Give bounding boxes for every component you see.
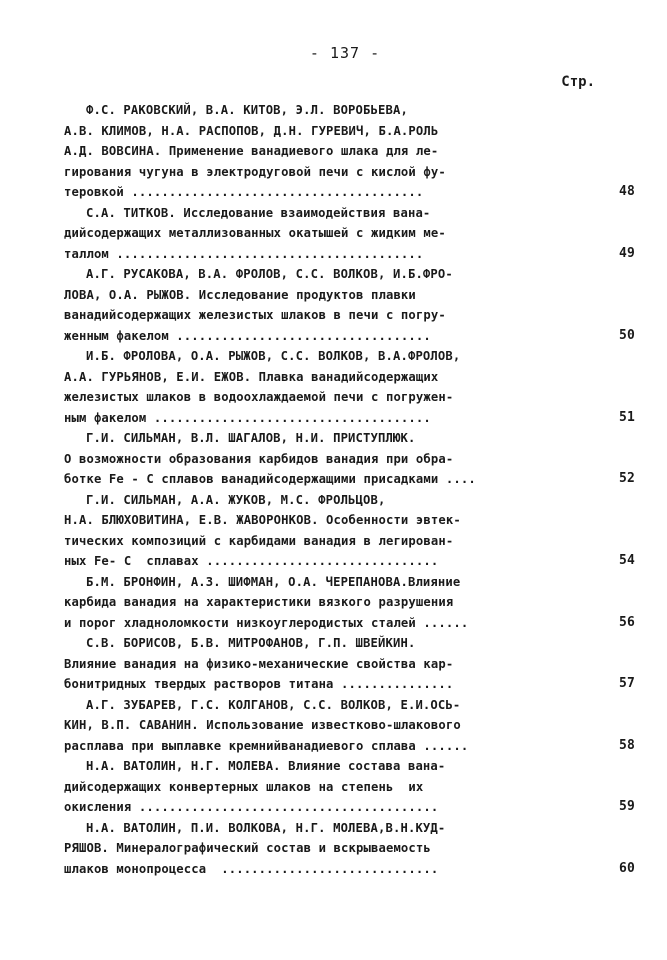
toc-entry-line	[64, 674, 635, 695]
toc-entry-page-number: 54	[619, 553, 635, 568]
toc-entry-text: ванадийсодержащих железистых шлаков в печи с погру-	[64, 308, 446, 322]
toc-entry-text: А.Г. ЗУБАРЕВ, Г.С. КОЛГАНОВ, С.С. ВОЛКОВ, Е.И.ОСЬ-	[86, 697, 461, 712]
toc-entry-line	[64, 592, 609, 613]
toc-entry-page-number: 48	[619, 184, 635, 199]
toc-entry-page-number: 57	[619, 676, 635, 691]
toc-entry-line	[64, 818, 609, 839]
toc-entry-text: тических композиций с карбидами ванадия в легирован-	[64, 533, 454, 548]
toc-entry-line	[64, 859, 635, 880]
toc-entry	[64, 633, 635, 695]
toc-entry-text: дийсодержащих металлизованных окатышей с жидким ме-	[64, 226, 446, 240]
toc-entry-line	[64, 551, 635, 572]
toc-entry-text: железистых шлаков в водоохлаждаемой печи с погружен-	[64, 390, 454, 404]
page-number: - 137 -	[309, 44, 381, 62]
toc-entry-line	[64, 777, 609, 798]
toc-entry-line	[64, 305, 609, 326]
toc-entry-page-number: 58	[619, 737, 635, 753]
toc-entry-text: расплава при выплавке кремнийванадиевого сплава ......	[64, 738, 469, 753]
toc-entry-text: И.Б. ФРОЛОВА, О.А. РЫЖОВ, С.С. ВОЛКОВ, В.А.ФРОЛОВ,	[86, 349, 461, 363]
toc-entry-text: гирования чугуна в электродуговой печи с кислой фу-	[64, 164, 446, 179]
toc-entry-text: Н.А. ВАТОЛИН, Н.Г. МОЛЕВА. Влияние состава вана-	[86, 759, 446, 773]
toc-entry-line	[64, 633, 609, 654]
toc-entry-text: Б.М. БРОНФИН, А.З. ШИФМАН, О.А. ЧЕРЕПАНОВА.Влияние	[86, 574, 461, 589]
toc-entry-text: женным факелом ..................................	[64, 328, 431, 343]
toc-entry-page-number: 51	[619, 409, 635, 425]
toc-entry-line	[64, 244, 635, 265]
table-of-contents	[64, 100, 635, 879]
toc-entry-line	[64, 449, 609, 470]
toc-entry-text: С.А. ТИТКОВ. Исследование взаимодействия вана-	[86, 205, 431, 220]
toc-entry-line	[64, 203, 609, 224]
toc-entry-line	[64, 715, 609, 736]
toc-entry-text: С.В. БОРИСОВ, Б.В. МИТРОФАНОВ, Г.П. ШВЕЙКИН.	[86, 636, 416, 650]
toc-entry-line	[64, 162, 609, 183]
toc-entry-text: теровкой .......................................	[64, 185, 424, 199]
toc-entry-line	[64, 469, 635, 490]
toc-entry	[64, 818, 635, 880]
toc-entry-text: А.Д. ВОВСИНА. Применение ванадиевого шлака для ле-	[64, 144, 439, 158]
toc-entry-text: КИН, В.П. САВАНИН. Использование известково-шлакового	[64, 718, 461, 732]
toc-entry-text: окисления ........................................	[64, 800, 439, 814]
toc-entry	[64, 490, 635, 572]
toc-entry-text: А.В. КЛИМОВ, Н.А. РАСПОПОВ, Д.Н. ГУРЕВИЧ, Б.А.РОЛЬ	[64, 123, 439, 138]
toc-entry-line	[64, 223, 609, 244]
toc-entry-text: и порог хладноломкости низкоуглеродистых сталей ......	[64, 615, 469, 630]
toc-entry-text: А.А. ГУРЬЯНОВ, Е.И. ЕЖОВ. Плавка ванадийсодержащих	[64, 369, 439, 384]
toc-entry-text: А.Г. РУСАКОВА, В.А. ФРОЛОВ, С.С. ВОЛКОВ, И.Б.ФРО-	[86, 267, 453, 281]
toc-entry-text: Влияние ванадия на физико-механические свойства кар-	[64, 656, 454, 671]
toc-entry-text: карбида ванадия на характеристики вязкого разрушения	[64, 595, 454, 609]
toc-entry	[64, 264, 635, 346]
toc-entry-text: Н.А. ВАТОЛИН, П.И. ВОЛКОВА, Н.Г. МОЛЕВА,В.Н.КУД-	[86, 820, 446, 835]
toc-entry-line	[64, 326, 635, 347]
toc-entry-line	[64, 695, 609, 716]
toc-entry-text: шлаков монопроцесса .............................	[64, 861, 439, 876]
toc-entry	[64, 756, 635, 818]
toc-entry-page-number: 59	[619, 799, 635, 814]
toc-entry	[64, 572, 635, 634]
toc-entry-text: Ф.С. РАКОВСКИЙ, В.А. КИТОВ, Э.Л. ВОРОБЬЕВА,	[86, 103, 408, 117]
toc-entry	[64, 100, 635, 203]
toc-entry-line	[64, 346, 609, 367]
toc-entry-text: Н.А. БЛЮХОВИТИНА, Е.В. ЖАВОРОНКОВ. Особенности эвтек-	[64, 513, 461, 527]
toc-entry-line	[64, 141, 609, 162]
toc-entry-page-number: 56	[619, 614, 635, 630]
toc-entry-line	[64, 572, 609, 593]
toc-entry-line	[64, 182, 635, 203]
toc-entry-line	[64, 797, 635, 818]
page-column-header: Стр.	[561, 74, 595, 90]
toc-entry	[64, 346, 635, 428]
toc-entry-text: Г.И. СИЛЬМАН, А.А. ЖУКОВ, М.С. ФРОЛЬЦОВ,	[86, 492, 386, 507]
toc-entry-text: таллом .........................................	[64, 246, 424, 261]
toc-entry	[64, 695, 635, 757]
toc-entry-line	[64, 736, 635, 757]
toc-entry-line	[64, 428, 609, 449]
toc-entry-line	[64, 490, 609, 511]
toc-entry-line	[64, 387, 609, 408]
toc-entry-text: РЯШОВ. Минералографический состав и вскрываемость	[64, 841, 431, 855]
toc-entry-line	[64, 285, 609, 306]
toc-entry-line	[64, 756, 609, 777]
toc-entry-text: Г.И. СИЛЬМАН, В.Л. ШАГАЛОВ, Н.И. ПРИСТУПЛЮК.	[86, 431, 416, 445]
toc-entry-line	[64, 510, 609, 531]
toc-entry-page-number: 60	[619, 860, 635, 876]
toc-entry-line	[64, 264, 609, 285]
toc-entry-page-number: 50	[619, 327, 635, 343]
toc-entry-line	[64, 531, 609, 552]
toc-entry-text: О возможности образования карбидов ванадия при обра-	[64, 451, 454, 466]
toc-entry	[64, 428, 635, 490]
toc-entry-line	[64, 408, 635, 429]
toc-entry-line	[64, 654, 609, 675]
toc-entry-text: ЛОВА, О.А. РЫЖОВ. Исследование продуктов плавки	[64, 287, 416, 302]
toc-entry-page-number: 49	[619, 245, 635, 261]
toc-entry-text: ных Fe- C сплавах ...............................	[64, 554, 439, 568]
toc-entry-text: бонитридных твердых растворов титана ...............	[64, 677, 454, 691]
toc-entry-text: ботке Fe - C сплавов ванадийсодержащими присадками ....	[64, 472, 476, 486]
toc-entry	[64, 203, 635, 265]
toc-entry-text: ным факелом .....................................	[64, 410, 431, 425]
toc-entry-line	[64, 613, 635, 634]
toc-entry-line	[64, 100, 609, 121]
toc-entry-text: дийсодержащих конвертерных шлаков на степень их	[64, 779, 424, 794]
toc-entry-line	[64, 367, 609, 388]
toc-entry-line	[64, 838, 609, 859]
toc-entry-page-number: 52	[619, 471, 635, 486]
toc-entry-line	[64, 121, 609, 142]
